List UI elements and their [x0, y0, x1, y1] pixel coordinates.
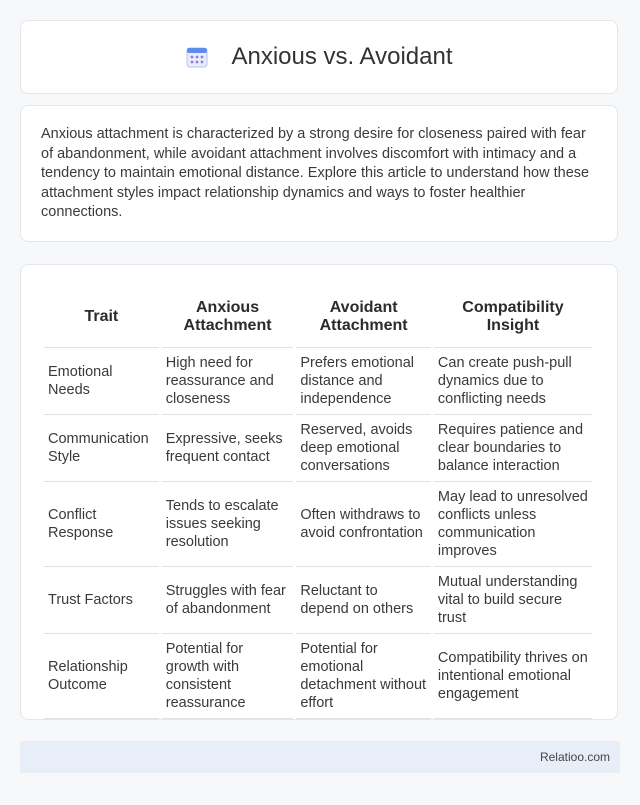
intro-text: Anxious attachment is characterized by a strong desire for closeness paired with fear of abandonment, while avoidant attachment involves discomfort with intimacy and a tendency to maintain emotional distance. Explore this article to understand how these attachment styles impact relationship dynamics and ways to foster healthier connections. [41, 126, 590, 220]
title-card [20, 20, 618, 94]
table-cell: Reluctant to depend on others [296, 567, 431, 634]
table-card [20, 264, 618, 720]
table-row [44, 634, 592, 719]
table-cell: Mutual understanding vital to build secure trust [434, 567, 592, 634]
table-cell: Emotional Needs [44, 348, 159, 415]
column-header-anxious: Anxious Attachment [162, 287, 294, 348]
footer [20, 741, 620, 773]
table-cell: Can create push-pull dynamics due to conflicting needs [434, 348, 592, 415]
table-row [44, 482, 592, 567]
table-cell: Relationship Outcome [44, 634, 159, 719]
intro-card [20, 105, 618, 242]
comparison-table [41, 287, 595, 719]
column-header-compatibility: Compatibility Insight [434, 287, 592, 348]
table-cell: Communication Style [44, 415, 159, 482]
table-cell: Trust Factors [44, 567, 159, 634]
table-cell: Compatibility thrives on intentional emotional engagement [434, 634, 592, 719]
table-cell: Reserved, avoids deep emotional conversations [296, 415, 431, 482]
table-cell: Potential for emotional detachment without effort [296, 634, 431, 719]
table-cell: Potential for growth with consistent reassurance [162, 634, 294, 719]
table-cell: Requires patience and clear boundaries to balance interaction [434, 415, 592, 482]
table-row [44, 415, 592, 482]
table-cell: Conflict Response [44, 482, 159, 567]
calendar-icon [185, 45, 209, 69]
table-cell: Often withdraws to avoid confrontation [296, 482, 431, 567]
table-cell: May lead to unresolved conflicts unless communication improves [434, 482, 592, 567]
column-header-avoidant: Avoidant Attachment [296, 287, 431, 348]
footer-brand: Relatioo.com [539, 750, 610, 764]
table-row [44, 348, 592, 415]
table-cell: Expressive, seeks frequent contact [162, 415, 294, 482]
table-cell: Tends to escalate issues seeking resolution [162, 482, 294, 567]
table-cell: High need for reassurance and closeness [162, 348, 294, 415]
column-header-trait: Trait [44, 287, 159, 348]
table-row [44, 567, 592, 634]
table-cell: Prefers emotional distance and independence [296, 348, 431, 415]
table-header-row [44, 287, 592, 348]
page-title: Anxious vs. Avoidant [231, 43, 453, 70]
table-cell: Struggles with fear of abandonment [162, 567, 294, 634]
